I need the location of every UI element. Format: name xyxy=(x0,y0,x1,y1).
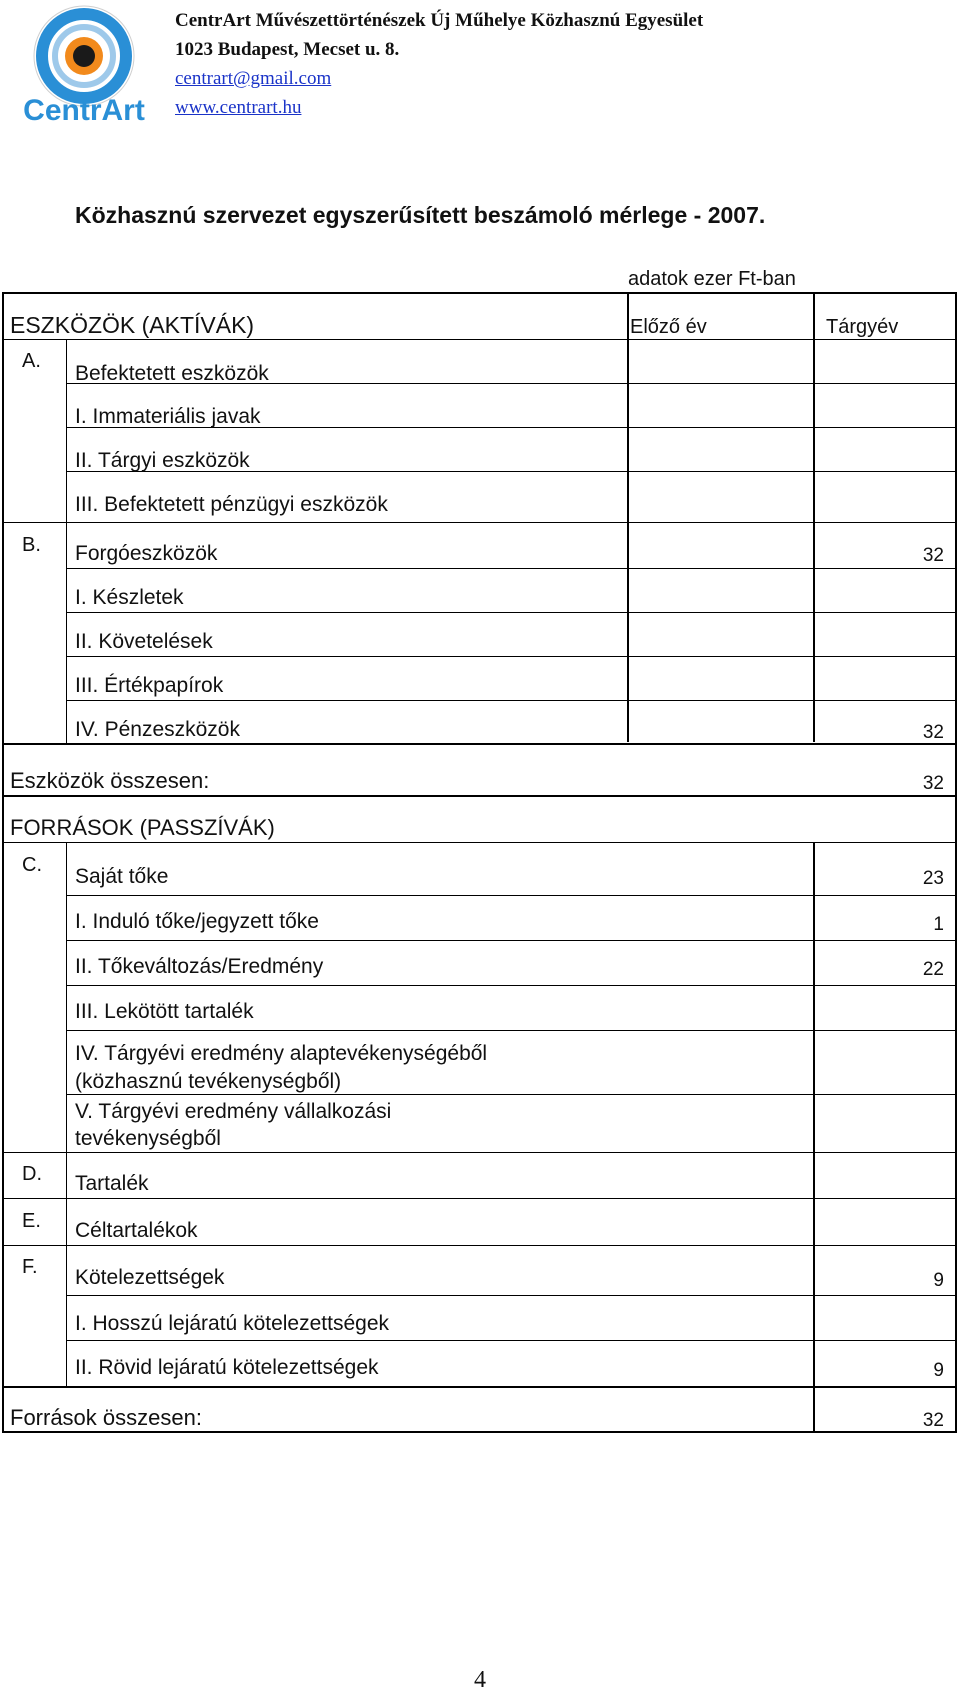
liabilities-total-value: 32 xyxy=(922,1410,944,1431)
logo-wordmark: CentrArt xyxy=(23,94,145,127)
row-a-label: Befektetett eszközök xyxy=(75,362,269,385)
row-c5-label-cont: tevékenységből xyxy=(75,1127,221,1150)
row-b3-label: III. Értékpapírok xyxy=(75,674,224,697)
liabilities-heading: FORRÁSOK (PASSZÍVÁK) xyxy=(10,815,275,840)
org-email-link[interactable]: centrart@gmail.com xyxy=(175,68,332,89)
row-c-label: Saját tőke xyxy=(75,865,169,888)
row-letter-f: F. xyxy=(22,1256,38,1278)
row-c2-label: II. Tőkeváltozás/Eredmény xyxy=(75,955,324,978)
row-a3-label: III. Befektetett pénzügyi eszközök xyxy=(75,493,388,516)
col-current-year: Tárgyév xyxy=(826,316,899,338)
row-b4-value: 32 xyxy=(922,722,944,743)
page-number: 4 xyxy=(474,1667,486,1693)
row-c1-label: I. Induló tőke/jegyzett tőke xyxy=(75,910,319,933)
row-letter-c: C. xyxy=(22,854,42,876)
assets-total-value: 32 xyxy=(922,773,944,794)
org-name: CentrArt Művészettörténészek Új Műhelye Közhasznú Egyesület xyxy=(175,10,704,31)
row-c-value: 23 xyxy=(922,868,944,889)
row-b4-label: IV. Pénzeszközök xyxy=(75,718,240,741)
row-a1-label: I. Immateriális javak xyxy=(75,405,261,428)
row-f2-label: II. Rövid lejáratú kötelezettségek xyxy=(75,1356,379,1379)
row-a2-label: II. Tárgyi eszközök xyxy=(75,449,250,472)
unit-note: adatok ezer Ft-ban xyxy=(628,268,796,290)
row-f-label: Kötelezettségek xyxy=(75,1266,225,1289)
row-letter-b: B. xyxy=(22,534,41,556)
document-title: Közhasznú szervezet egyszerűsített beszámoló mérlege - 2007. xyxy=(75,202,766,228)
row-b-label: Forgóeszközök xyxy=(75,542,218,565)
row-f2-value: 9 xyxy=(933,1360,944,1381)
row-f1-label: I. Hosszú lejáratú kötelezettségek xyxy=(75,1312,389,1335)
row-letter-d: D. xyxy=(22,1163,42,1185)
col-prev-year: Előző év xyxy=(630,316,707,338)
row-d-label: Tartalék xyxy=(75,1172,149,1195)
liabilities-total-label: Források összesen: xyxy=(10,1405,202,1430)
row-letter-a: A. xyxy=(22,350,41,372)
row-c3-label: III. Lekötött tartalék xyxy=(75,1000,254,1023)
row-b-value: 32 xyxy=(922,545,944,566)
row-b1-label: I. Készletek xyxy=(75,586,184,609)
org-website-link[interactable]: www.centrart.hu xyxy=(175,97,302,118)
row-e-label: Céltartalékok xyxy=(75,1219,198,1242)
row-c1-value: 1 xyxy=(933,914,944,935)
row-b2-label: II. Követelések xyxy=(75,630,213,653)
row-c4-label-cont: (közhasznú tevékenységből) xyxy=(75,1070,342,1093)
assets-heading: ESZKÖZÖK (AKTÍVÁK) xyxy=(10,312,255,338)
row-f-value: 9 xyxy=(933,1270,944,1291)
org-address: 1023 Budapest, Mecset u. 8. xyxy=(175,39,400,60)
row-c2-value: 22 xyxy=(922,959,944,980)
row-letter-e: E. xyxy=(22,1210,41,1232)
row-c4-label: IV. Tárgyévi eredmény alaptevékenységéből xyxy=(75,1042,488,1065)
row-c5-label: V. Tárgyévi eredmény vállalkozási xyxy=(75,1100,392,1123)
assets-total-label: Eszközök összesen: xyxy=(10,768,210,793)
